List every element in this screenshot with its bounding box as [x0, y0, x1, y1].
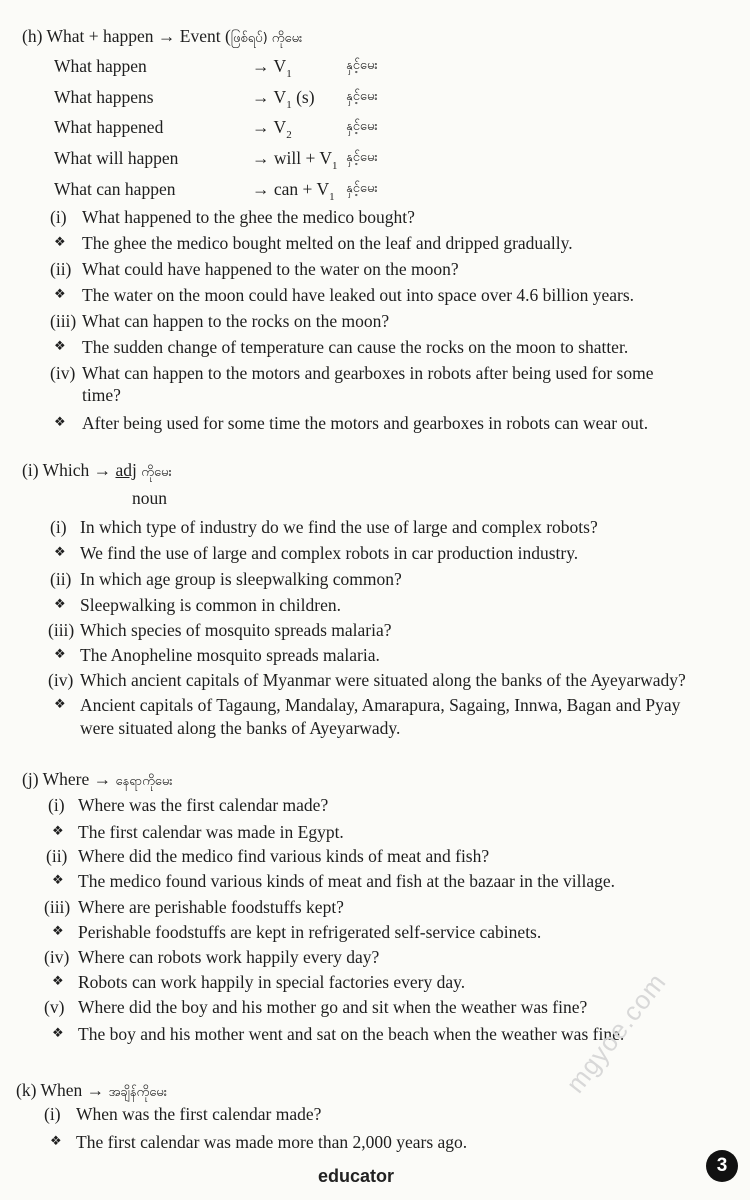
answer-text: The first calendar was made in Egypt. [78, 822, 344, 842]
table-row-mm: နှင့်မေး [346, 89, 378, 104]
question-text: Where are perishable foodstuffs kept? [78, 897, 344, 917]
table-row-q: What happen [54, 56, 147, 76]
answer-text: Sleepwalking is common in children. [80, 595, 341, 615]
table-row-mm: နှင့်မေး [346, 119, 378, 134]
question-num: (iii) [44, 897, 71, 917]
brand-logo: educator [318, 1166, 395, 1186]
diamond-bullet-icon: ❖ [54, 697, 66, 712]
answer-text: Robots can work happily in special factories every day. [78, 972, 466, 992]
answer-text: Ancient capitals of Tagaung, Mandalay, Amarapura, Sagaing, Innwa, Bagan and Pyay [80, 695, 681, 715]
question-text: In which age group is sleepwalking common? [80, 569, 402, 589]
answer-text: The first calendar was made more than 2,000 years ago. [76, 1132, 468, 1152]
table-row-q: What will happen [54, 148, 179, 168]
section-i-noun: noun [132, 488, 167, 508]
answer-text: The water on the moon could have leaked out into space over 4.6 billion years. [82, 285, 635, 305]
question-num: (i) [44, 1104, 61, 1124]
question-text: When was the first calendar made? [76, 1104, 322, 1124]
diamond-bullet-icon: ❖ [50, 1134, 62, 1149]
diamond-bullet-icon: ❖ [52, 924, 64, 939]
question-num: (i) [48, 795, 65, 815]
answer-text: Perishable foodstuffs are kept in refrigerated self-service cabinets. [78, 922, 542, 942]
diamond-bullet-icon: ❖ [54, 287, 66, 302]
diamond-bullet-icon: ❖ [52, 974, 64, 989]
question-text: Where did the medico find various kinds of meat and fish? [78, 846, 490, 866]
section-k-header: (k) When → အချိန်ကိုမေး [16, 1080, 168, 1100]
diamond-bullet-icon: ❖ [52, 824, 64, 839]
question-num: (ii) [50, 569, 72, 589]
table-row-mm: နှင့်မေး [346, 181, 378, 196]
question-num: (ii) [50, 259, 72, 279]
question-text: Where was the first calendar made? [78, 795, 329, 815]
question-text: Which species of mosquito spreads malaria? [80, 620, 392, 640]
question-num: (iv) [48, 670, 74, 690]
answer-text: The medico found various kinds of meat and fish at the bazaar in the village. [78, 871, 615, 891]
answer-text: After being used for some time the motors and gearboxes in robots can wear out. [82, 413, 649, 433]
table-row-q: What can happen [54, 179, 176, 199]
question-text: What happened to the ghee the medico bought? [82, 207, 415, 227]
diamond-bullet-icon: ❖ [52, 1026, 64, 1041]
diamond-bullet-icon: ❖ [54, 597, 66, 612]
question-text: In which type of industry do we find the use of large and complex robots? [80, 517, 598, 537]
table-row-mm: နှင့်မေး [346, 150, 378, 165]
diamond-bullet-icon: ❖ [54, 415, 66, 430]
question-num: (iii) [48, 620, 75, 640]
table-row-form: → can + $V_1$ [252, 179, 335, 203]
table-row-form: → $V_2$ [252, 117, 292, 141]
question-num: (iv) [50, 363, 76, 383]
answer-text: We find the use of large and complex robots in car production industry. [80, 543, 579, 563]
diamond-bullet-icon: ❖ [52, 873, 64, 888]
question-num: (v) [44, 997, 65, 1017]
diamond-bullet-icon: ❖ [54, 647, 66, 662]
question-num: (i) [50, 207, 67, 227]
diamond-bullet-icon: ❖ [54, 545, 66, 560]
table-row-form: → will + $V_1$ [252, 148, 338, 172]
table-row-q: What happened [54, 117, 164, 137]
diamond-bullet-icon: ❖ [54, 235, 66, 250]
table-row-form: → $V_1$ [252, 56, 292, 80]
question-num: (i) [50, 517, 67, 537]
section-i-header: (i) Which → adj ကိုမေး [22, 460, 172, 480]
question-text-cont: time? [82, 385, 121, 405]
answer-text-cont: were situated along the banks of Ayeyarwady. [80, 718, 401, 738]
table-row-form: → $V_1$ (s) [252, 87, 315, 111]
section-h-header: (h) What + happen → Event (ဖြစ်ရပ်) ကိုမေး [22, 26, 303, 46]
table-row-mm: နှင့်မေး [346, 58, 378, 73]
answer-text: The boy and his mother went and sat on the beach when the weather was fine. [78, 1024, 625, 1044]
question-num: (ii) [46, 846, 68, 866]
question-num: (iii) [50, 311, 77, 331]
question-text: Which ancient capitals of Myanmar were situated along the banks of the Ayeyarwady? [80, 670, 686, 690]
question-num: (iv) [44, 947, 70, 967]
section-j-header: (j) Where → နေရာကိုမေး [22, 769, 173, 789]
page-number: 3 [706, 1150, 738, 1182]
question-text: Where can robots work happily every day? [78, 947, 380, 967]
question-text: What could have happened to the water on the moon? [82, 259, 459, 279]
watermark: mgyoe.com [560, 967, 672, 1099]
question-text: What can happen to the rocks on the moon? [82, 311, 390, 331]
table-row-q: What happens [54, 87, 154, 107]
question-text: Where did the boy and his mother go and sit when the weather was fine? [78, 997, 588, 1017]
diamond-bullet-icon: ❖ [54, 339, 66, 354]
answer-text: The sudden change of temperature can cause the rocks on the moon to shatter. [82, 337, 629, 357]
answer-text: The ghee the medico bought melted on the leaf and dripped gradually. [82, 233, 573, 253]
question-text: What can happen to the motors and gearboxes in robots after being used for some [82, 363, 654, 383]
answer-text: The Anopheline mosquito spreads malaria. [80, 645, 380, 665]
